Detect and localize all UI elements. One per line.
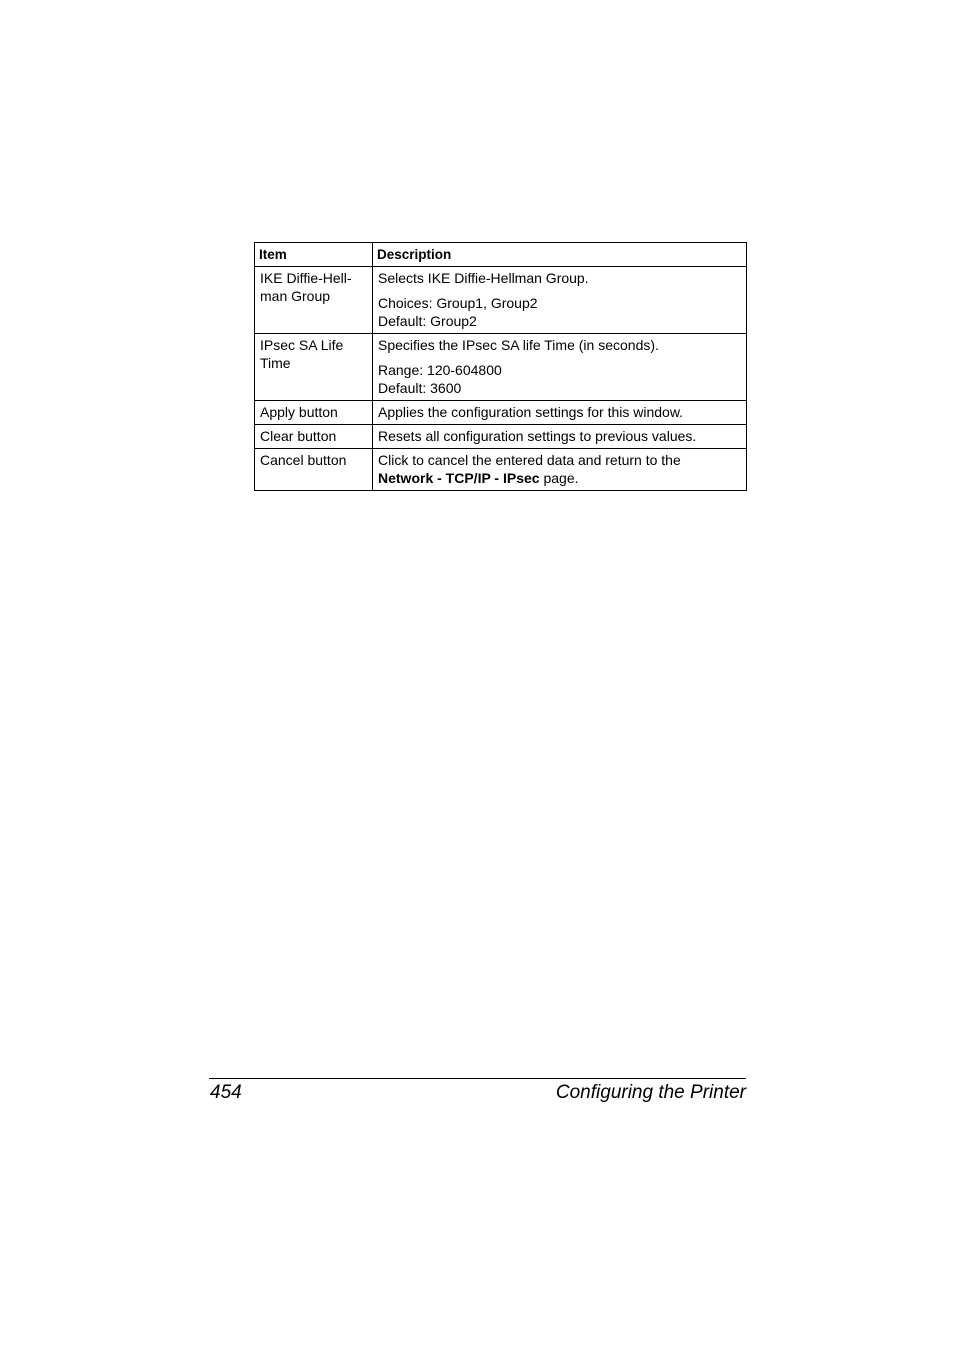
table-row	[255, 334, 747, 401]
description-cell: Resets all configuration settings to previous values.	[373, 425, 747, 449]
section-title: Configuring the Printer	[555, 1082, 746, 1103]
item-cell: Cancel button	[255, 449, 373, 491]
table-row	[255, 425, 747, 449]
page-number: 454	[210, 1082, 242, 1103]
settings-table	[254, 242, 747, 491]
menu-path: Network - TCP/IP - IPsec	[378, 470, 540, 486]
description-cell	[373, 267, 747, 334]
description-text: Click to cancel the entered data and return to the	[378, 452, 681, 468]
description-detail	[378, 294, 741, 330]
table-row	[255, 401, 747, 425]
description-text: Selects IKE Diffie-Hellman Group.	[378, 270, 589, 286]
item-cell: IKE Diffie-Hell- man Group	[255, 267, 373, 334]
footer-rule	[209, 1078, 746, 1079]
table-row	[255, 449, 747, 491]
table-row	[255, 267, 747, 334]
header-item: Item	[255, 243, 373, 267]
choices-text: Choices: Group1, Group2	[378, 295, 538, 311]
range-text: Range: 120-604800	[378, 362, 502, 378]
header-description: Description	[373, 243, 747, 267]
description-suffix: page.	[539, 470, 579, 486]
item-cell: Clear button	[255, 425, 373, 449]
table-header-row	[255, 243, 747, 267]
description-detail	[378, 361, 741, 397]
default-text: Default: 3600	[378, 380, 462, 396]
item-cell: Apply button	[255, 401, 373, 425]
description-cell	[373, 449, 747, 491]
default-text: Default: Group2	[378, 313, 477, 329]
description-text: Specifies the IPsec SA life Time (in seconds).	[378, 337, 659, 353]
description-cell: Applies the configuration settings for this window.	[373, 401, 747, 425]
description-cell	[373, 334, 747, 401]
item-cell: IPsec SA Life Time	[255, 334, 373, 401]
